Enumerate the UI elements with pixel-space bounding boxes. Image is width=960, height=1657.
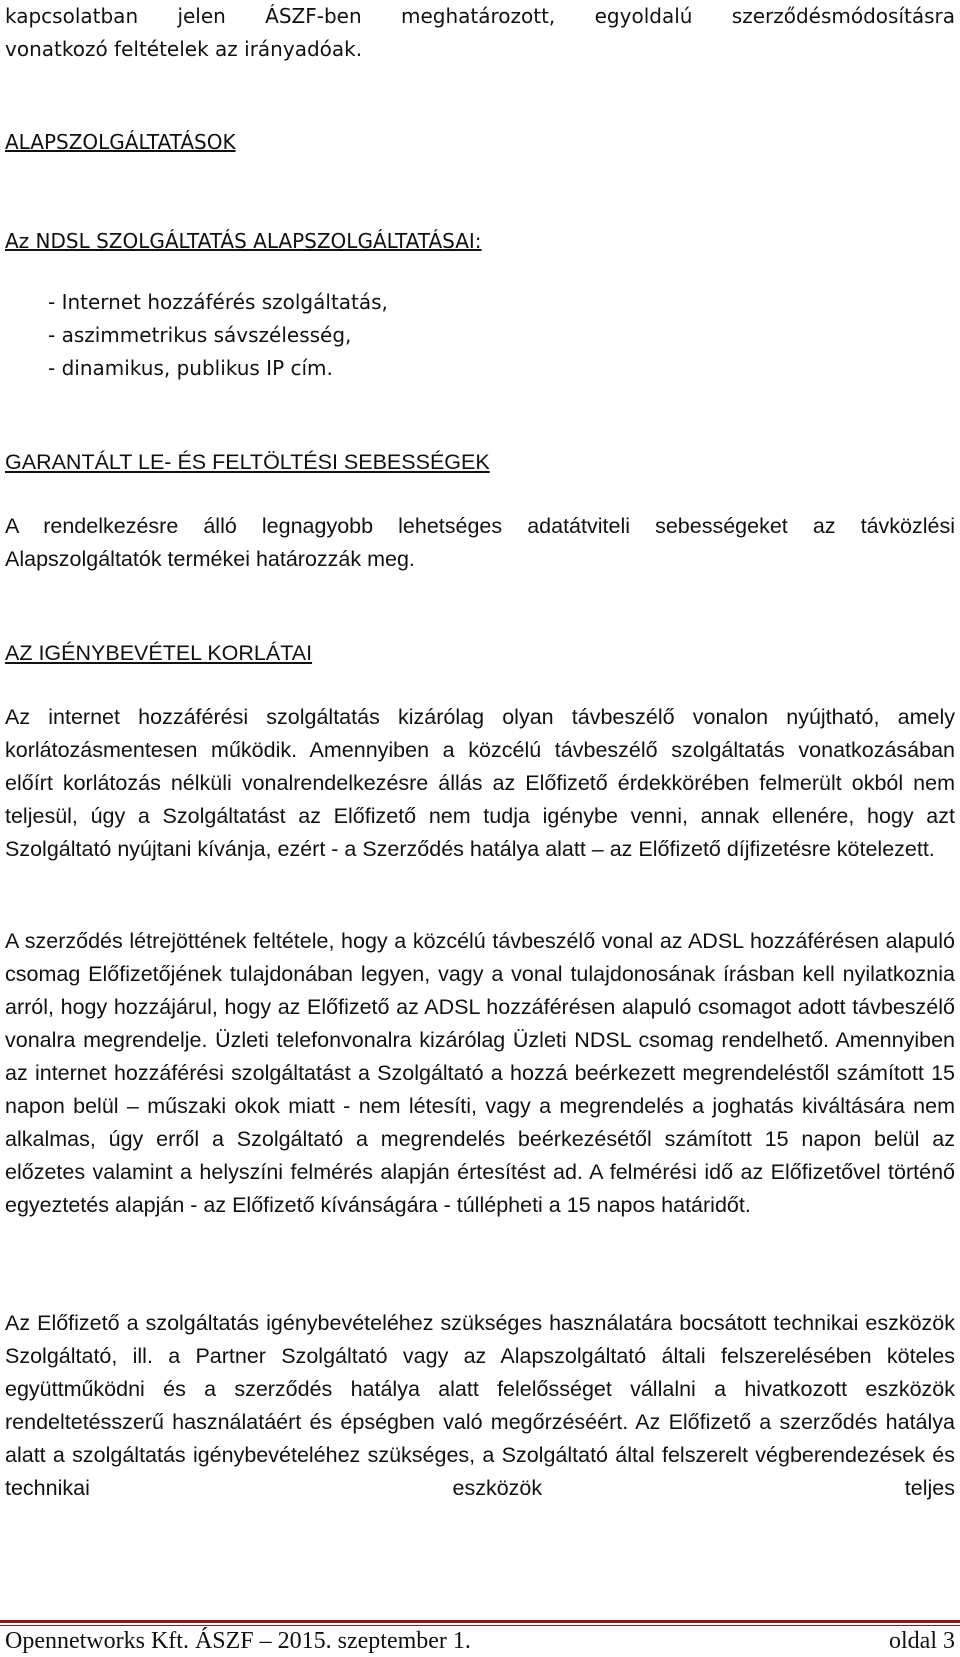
list-item: - dinamikus, publikus IP cím. [48, 356, 333, 380]
footer-rule [0, 1620, 960, 1623]
page-footer [5, 1625, 955, 1657]
list-item: - aszimmetrikus sávszélesség, [48, 323, 352, 347]
footer-title: Opennetworks Kft. ÁSZF – 2015. szeptember 1. [5, 1628, 471, 1654]
section-ndsl-title: Az NDSL SZOLGÁLTATÁS ALAPSZOLGÁLTATÁSAI: [5, 229, 482, 253]
ndsl-service-list [48, 286, 388, 385]
section-speed-body: A rendelkezésre álló legnagyobb lehetséges adatátviteli sebességeket az távközlési Alapszolgáltatók termékei határozzák meg. [5, 514, 955, 571]
section-speed-title: GARANTÁLT LE- ÉS FELTÖLTÉSI SEBESSÉGEK [5, 450, 490, 474]
intro-line-1: kapcsolatban jelen ÁSZF-ben meghatározott, egyoldalú szerződésmódosításra [5, 4, 955, 28]
intro-line-2: vonatkozó feltételek az irányadóak. [5, 37, 363, 61]
section-limits-paragraph-1: Az internet hozzáférési szolgáltatás kizárólag olyan távbeszélő vonalon nyújtható, amely korlátozásmentesen működik. Amennyiben a közcélú távbeszélő szolgáltatás vonatkozásában előírt korlátozás nélküli vonalrendelkezésre állás az Előfizető érdekkörében felmerült okból nem teljesül, úgy a Szolgáltatást az Előfizető nem tudja igénybe venni, annak ellenére, hogy azt Szolgáltató nyújtani kívánja, ezért - a Szerződés hatálya alatt – az Előfizető díjfizetésre kötelezett. [5, 705, 955, 861]
section-limits-title: AZ IGÉNYBEVÉTEL KORLÁTAI [5, 641, 313, 665]
page-number: oldal 3 [889, 1628, 955, 1654]
section-limits-paragraph-3: Az Előfizető a szolgáltatás igénybevételéhez szükséges használatára bocsátott technikai eszközök Szolgáltató, ill. a Partner Szolgáltató vagy az Alapszolgáltató általi felszerelésében köteles együttműködni és a szerződés hatálya alatt felelősséget vállalni a hivatkozott eszközök rendeltetésszerű használatáért és épségben való megőrzéséért. Az Előfizető a szerződés hatálya alatt a szolgáltatás igénybevételéhez szükséges, a Szolgáltató által felszerelt végberendezések és technikai eszközök teljes [5, 1311, 955, 1500]
section-limits-paragraph-2: A szerződés létrejöttének feltétele, hogy a közcélú távbeszélő vonal az ADSL hozzáférésen alapuló csomag Előfizetőjének tulajdonában legyen, vagy a vonal tulajdonosának írásban kell nyilatkoznia arról, hogy hozzájárul, hogy az Előfizető az ADSL hozzáférésen alapuló csomagot adott távbeszélő vonalra megrendelje. Üzleti telefonvonalra kizárólag Üzleti NDSL csomag rendelhető. Amennyiben az internet hozzáférési szolgáltatást a Szolgáltató a hozzá beérkezett megrendeléstől számított 15 napon belül – műszaki okok miatt - nem létesíti, vagy a megrendelés a joghatás kiváltására nem alkalmas, úgy erről a Szolgáltató a megrendelés beérkezésétől számított 15 napon belül az előzetes valamint a helyszíni felmérés alapján értesítést ad. A felmérési idő az Előfizetővel történő egyeztetés alapján - az Előfizető kívánságára - túllépheti a 15 napos határidőt. [5, 929, 955, 1217]
section-basic-title: ALAPSZOLGÁLTATÁSOK [5, 130, 236, 154]
list-item: - Internet hozzáférés szolgáltatás, [48, 290, 388, 314]
